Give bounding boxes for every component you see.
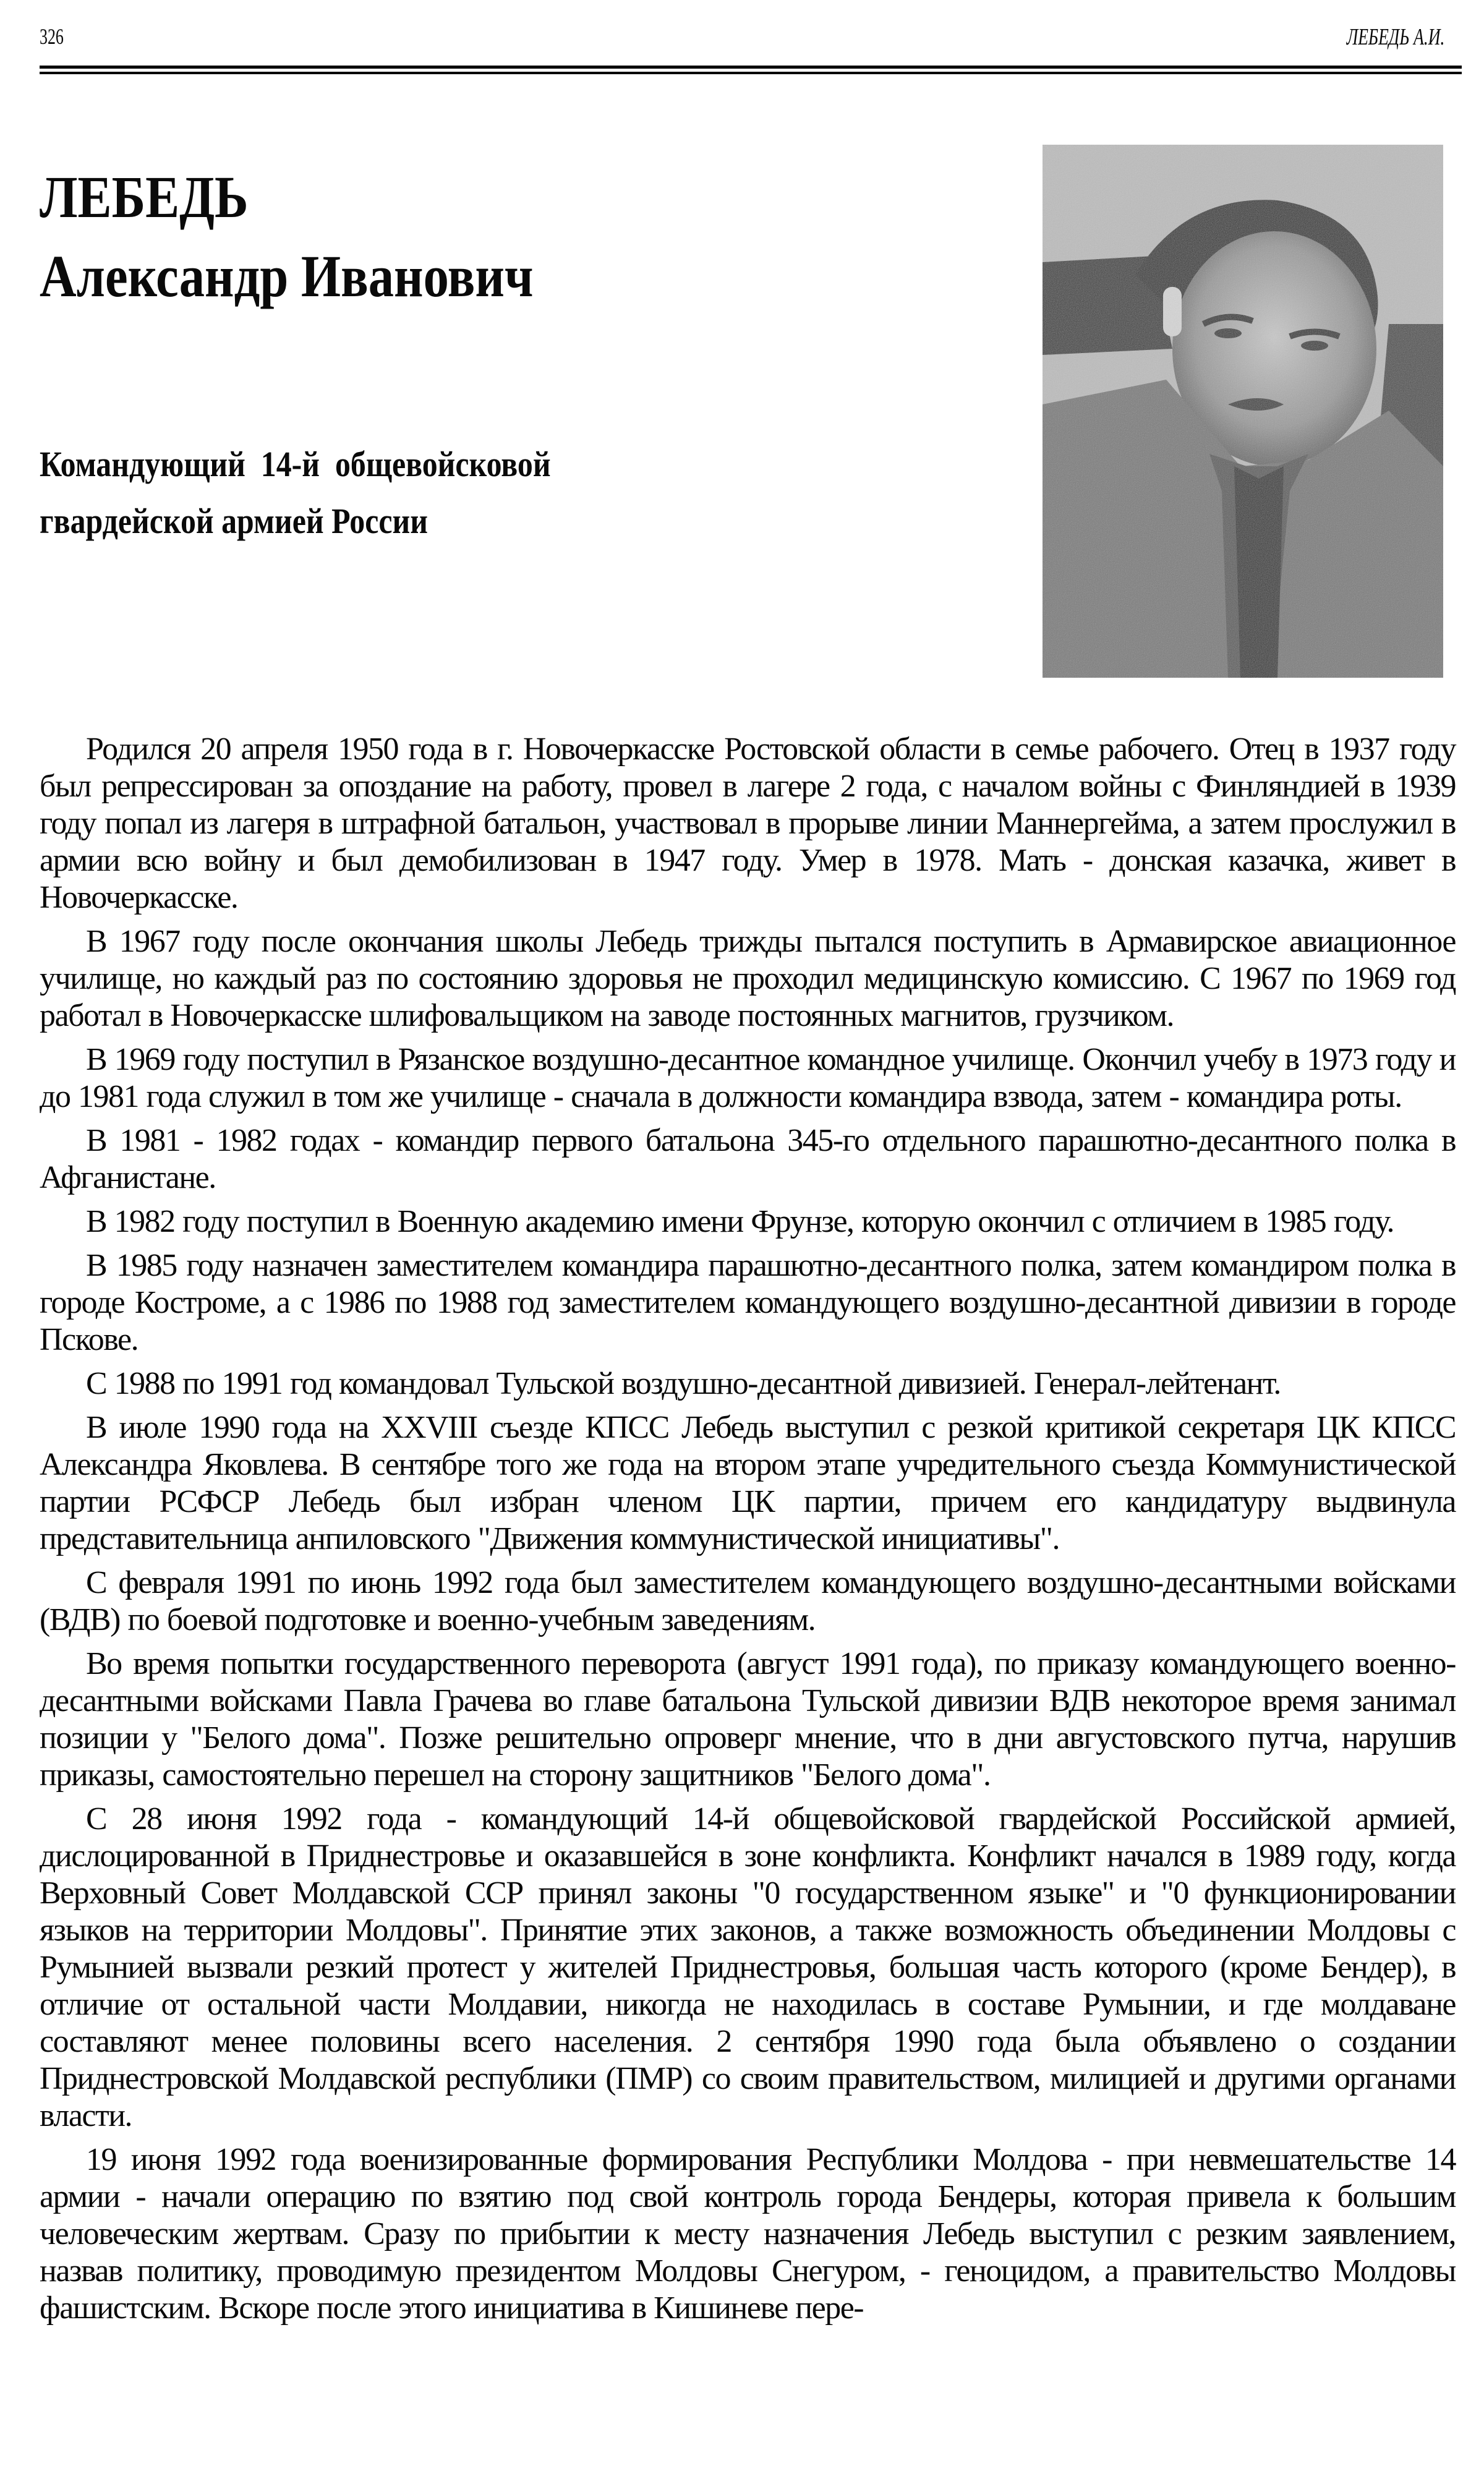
header-rule-bottom <box>40 72 1462 74</box>
paragraph-8: В июле 1990 года на XXVIII съезде КПСС Лебедь выступил с резкой критикой секретаря ЦК КПСС Александра Яковлева. В сентябре того же года на втором этапе учредительного съезда Коммунистической партии РСФСР Лебедь был избран членом ЦК партии, причем его кандидатуру выдвинула представительница анпиловского "Движения коммунистической инициативы". <box>40 1410 1456 1556</box>
header-rule-top <box>40 66 1462 69</box>
paragraph-7: С 1988 по 1991 год командовал Тульской воздушно-десантной дивизией. Генерал-лейтенант. <box>86 1366 1281 1401</box>
page-number: 326 <box>40 24 64 49</box>
portrait-photo <box>1043 145 1443 678</box>
given-names: Александр Иванович <box>40 243 534 309</box>
running-head-title: ЛЕБЕДЬ А.И. <box>1346 24 1444 50</box>
position-line-2: гвардейской армией России <box>40 501 429 541</box>
portrait-image <box>1043 145 1443 678</box>
surname: ЛЕБЕДЬ <box>40 164 249 230</box>
article-title <box>40 158 534 316</box>
paragraph-12: 19 июня 1992 года военизированные формирования Республики Молдова - при невмешательстве 14 армии - начали операцию по взятию под свой контроль города Бендеры, которая привела к большим человеческим жертвам. Сразу по прибытии к месту назначения Лебедь выступил с резким заявлением, назвав политику, проводимую президентом Молдовы Снегуром, - геноцидом, а правительство Молдовы фашистским. Вскоре после этого инициатива в Кишиневе пере- <box>40 2142 1456 2326</box>
paragraph-2: В 1967 году после окончания школы Лебедь трижды пытался поступить в Армавирское авиационное училище, но каждый раз по состоянию здоровья не проходил медицинскую комиссию. С 1967 по 1969 год работал в Новочеркасске шлифовальщиком на заводе постоянных магнитов, грузчиком. <box>40 924 1456 1033</box>
paragraph-11: С 28 июня 1992 года - командующий 14-й общевойсковой гвардейской Российской армией, дислоцированной в Приднестровье и оказавшейся в зоне конфликта. Конфликт начался в 1989 году, когда Верховный Совет Молдавской ССР принял законы "0 государственном языке" и "0 функционировании языков на территории Молдовы". Принятие этих законов, а также возможность объединении Молдовы с Румынией вызвали резкий протест у жителей Приднестровья, большая часть которого (кроме Бендер), в отличие от остальной части Молдавии, никогда не находилась в составе Румынии, и где молдаване составляют менее половины всего населения. 2 сентября 1990 года была объявлено о создании Приднестровской Молдавской республики (ПМР) со своим правительством, милицией и другими органами власти. <box>40 1801 1456 2133</box>
paragraph-1: Родился 20 апреля 1950 года в г. Новочеркасске Ростовской области в семье рабочего. Отец в 1937 году был репрессирован за опоздание на работу, провел в лагере 2 года, с началом войны с Финляндией в 1939 году попал из лагеря в штрафной батальон, участвовал в прорыве линии Маннергейма, а затем прослужил в армии всю войну и был демобилизован в 1947 году. Умер в 1978. Мать - донская казачка, живет в Новочеркасске. <box>40 732 1456 915</box>
paragraph-4: В 1981 - 1982 годах - командир первого батальона 345-го отдельного парашютно-десантного полка в Афганистане. <box>40 1123 1456 1195</box>
position-subtitle <box>40 436 551 550</box>
paragraph-9: С февраля 1991 по июнь 1992 года был заместителем командующего воздушно-десантными войсками (ВДВ) по боевой подготовке и военно-учебным заведениям. <box>40 1565 1456 1637</box>
paragraph-5: В 1982 году поступил в Военную академию имени Фрунзе, которую окончил с отличием в 1985 году. <box>86 1204 1394 1239</box>
running-head <box>40 23 1444 54</box>
paragraph-3: В 1969 году поступил в Рязанское воздушно-десантное командное училище. Окончил учебу в 1973 году и до 1981 года служил в том же училище - сначала в должности командира взвода, затем - командира роты. <box>40 1042 1456 1114</box>
article-body <box>40 731 1456 2334</box>
paragraph-10: Во время попытки государственного переворота (август 1991 года), по приказу командующего военно-десантными войсками Павла Грачева во главе батальона Тульской дивизии ВДВ некоторое время занимал позиции у "Белого дома". Позже решительно опроверг мнение, что в дни августовского путча, нарушив приказы, самостоятельно перешел на сторону защитников "Белого дома". <box>40 1646 1456 1793</box>
paragraph-6: В 1985 году назначен заместителем командира парашютно-десантного полка, затем командиром полка в городе Костроме, а с 1986 по 1988 год заместителем командующего воздушно-десантной дивизии в городе Пскове. <box>40 1248 1456 1357</box>
position-line-1: Командующий 14-й общевойсковой <box>40 444 551 484</box>
